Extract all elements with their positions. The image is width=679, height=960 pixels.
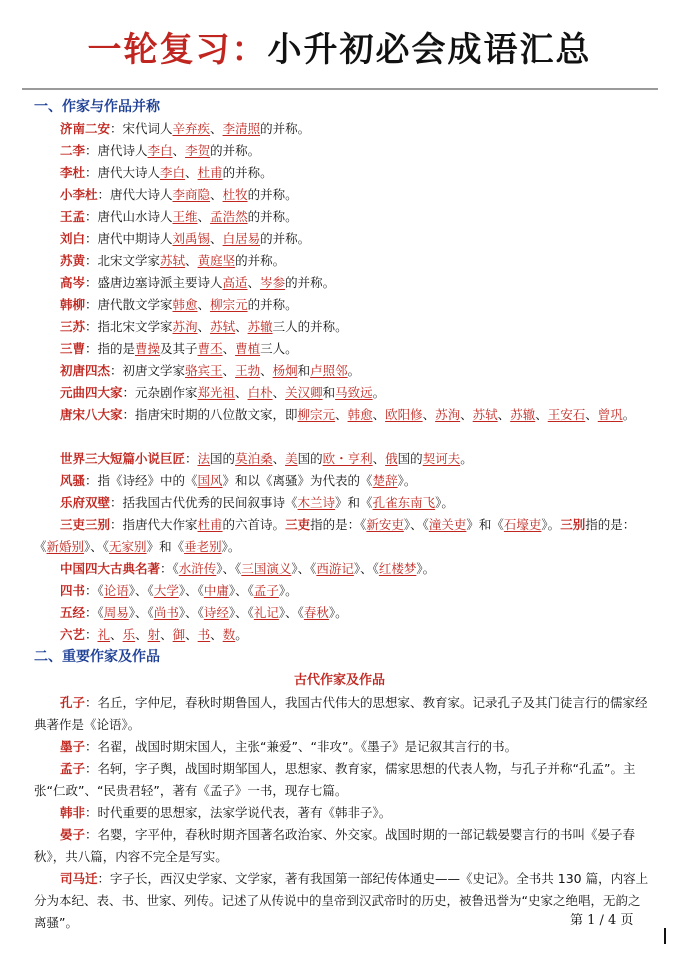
highlighted-name: 高适: [222, 275, 248, 290]
term-keyword: 三别: [560, 517, 586, 532]
text-segment: 指的是：《: [34, 517, 636, 554]
text-segment: ：唐代大诗人: [97, 187, 173, 202]
text-segment: 、: [197, 297, 211, 312]
text-segment: 、: [222, 363, 236, 378]
text-segment: 指的是：《: [310, 517, 367, 532]
section-heading-2: 二、重要作家及作品: [34, 649, 160, 665]
term-keyword: 小李杜: [60, 187, 98, 202]
highlighted-name: 曾巩: [597, 407, 623, 422]
text-segment: 、: [335, 407, 348, 422]
text-segment: 》。: [328, 605, 348, 620]
term-keyword: 风骚: [60, 473, 86, 488]
highlighted-name: 骆宾王: [185, 363, 223, 378]
text-segment: 、: [535, 407, 548, 422]
text-segment: 》、《: [128, 583, 154, 598]
highlighted-name: 黄庭坚: [197, 253, 236, 268]
text-segment: ：唐代诗人: [85, 143, 148, 158]
text-segment: ：指北宋文学家: [85, 319, 173, 334]
highlighted-name: 苏轼: [472, 407, 498, 422]
highlighted-name: 杨炯: [272, 363, 298, 378]
title-divider: [22, 88, 658, 90]
text-segment: 、: [422, 407, 436, 422]
highlighted-name: 诗经: [203, 605, 229, 620]
text-segment: 》。: [541, 517, 561, 532]
text-segment: 及其子: [160, 341, 198, 356]
text-segment: 》。: [397, 473, 417, 488]
text-segment: 、: [197, 319, 211, 334]
text-segment: ：指唐代大作家: [110, 517, 198, 532]
list-item: [60, 492, 454, 514]
highlighted-name: 御: [172, 627, 186, 642]
highlighted-name: 岑参: [260, 275, 286, 290]
highlighted-name: 苏轼: [160, 253, 186, 268]
text-segment: ：宋代词人: [110, 121, 173, 136]
highlighted-name: 射: [147, 627, 161, 642]
term-keyword: 韩非: [60, 805, 86, 820]
highlighted-name: 李商隐: [172, 187, 211, 202]
highlighted-name: 杜牧: [222, 187, 248, 202]
text-segment: 》。: [278, 583, 298, 598]
highlighted-name: 辛弃疾: [172, 121, 211, 136]
text-segment: ：指唐宋时期的八位散文家，即: [122, 407, 298, 422]
title-black-part: 小升初必会成语汇总: [267, 30, 592, 70]
term-keyword: 孟子: [60, 761, 86, 776]
highlighted-name: 韩愈: [172, 297, 198, 312]
text-segment: ：唐代山水诗人: [85, 209, 173, 224]
list-item: [60, 602, 348, 624]
highlighted-name: 楚辞: [372, 473, 398, 488]
text-segment: 、: [272, 451, 286, 466]
list-item: [60, 184, 298, 206]
term-keyword: 司马迁: [60, 871, 98, 886]
text-segment: 和: [322, 385, 336, 400]
text-segment: 的并称。: [247, 209, 298, 224]
term-keyword: 晏子: [60, 827, 86, 842]
highlighted-name: 苏辙: [510, 407, 536, 422]
list-item: [60, 162, 273, 184]
highlighted-name: 春秋: [303, 605, 329, 620]
list-item: [60, 382, 385, 404]
highlighted-name: 欧阳修: [385, 407, 423, 422]
text-segment: ：括我国古代优秀的民间叙事诗《: [110, 495, 298, 510]
text-segment: 、: [210, 627, 223, 642]
text-segment: 》、《: [178, 583, 204, 598]
highlighted-name: 苏轼: [210, 319, 236, 334]
highlighted-name: 韩愈: [347, 407, 373, 422]
text-segment: 、: [210, 187, 223, 202]
text-segment: 》、《: [278, 605, 304, 620]
text-segment: ：初唐文学家: [110, 363, 186, 378]
text-segment: 。: [622, 407, 636, 422]
text-segment: 》。: [416, 561, 436, 576]
text-segment: 、: [247, 275, 261, 290]
highlighted-name: 西游记: [316, 561, 354, 576]
highlighted-name: 孟浩然: [210, 209, 248, 224]
highlighted-name: 关汉卿: [285, 385, 323, 400]
term-keyword: 刘白: [60, 231, 86, 246]
text-segment: ：名婴，字平仲，春秋时期齐国著名政治家、外交家。战国时期的一部记载晏婴言行的书叫《晏子春秋》，共八篇，内容不完全是写实。: [34, 827, 636, 864]
text-segment: ：: [85, 627, 98, 642]
highlighted-name: 王维: [172, 209, 198, 224]
title-red-part: 一轮复习：: [87, 30, 268, 70]
text-segment: 。: [235, 627, 248, 642]
highlighted-name: 李贺: [185, 143, 211, 158]
highlighted-name: 大学: [153, 583, 179, 598]
highlighted-name: 美: [285, 451, 298, 466]
text-segment: 三人。: [260, 341, 298, 356]
text-segment: 》、《: [84, 539, 110, 554]
term-keyword: 济南二安: [60, 121, 111, 136]
highlighted-name: 契诃夫: [422, 451, 461, 466]
text-segment: 、: [272, 385, 286, 400]
text-segment: 国的: [210, 451, 236, 466]
term-keyword: 二李: [60, 143, 86, 158]
text-segment: 。: [347, 363, 361, 378]
text-segment: 》、《: [228, 583, 254, 598]
highlighted-name: 石壕吏: [503, 517, 542, 532]
highlighted-name: 王勃: [235, 363, 261, 378]
text-segment: 的并称。: [235, 253, 286, 268]
term-keyword: 李杜: [60, 165, 86, 180]
term-keyword: 乐府双壁: [60, 495, 111, 510]
list-item: [60, 338, 298, 360]
text-segment: 、: [260, 363, 273, 378]
text-segment: 、: [497, 407, 511, 422]
term-keyword: 高岑: [60, 275, 86, 290]
term-keyword: 中国四大古典名著: [60, 561, 161, 576]
section-heading-1: 一、作家与作品并称: [34, 99, 160, 115]
author-entry: [34, 692, 650, 736]
text-segment: 》、《: [353, 561, 379, 576]
text-segment: 、: [185, 253, 198, 268]
highlighted-name: 刘禹锡: [172, 231, 211, 246]
text-segment: ：北宋文学家: [85, 253, 161, 268]
text-segment: 的并称。: [210, 143, 261, 158]
highlighted-name: 礼: [97, 627, 111, 642]
footer-bar: [664, 928, 666, 944]
highlighted-name: 垂老别: [184, 539, 222, 554]
text-segment: 、: [172, 143, 186, 158]
term-keyword: 孔子: [60, 695, 86, 710]
term-keyword: 六艺: [60, 627, 86, 642]
text-segment: ：名翟，战国时期宋国人，主张“兼爱”、“非攻”。《墨子》是记叙其言行的书。: [85, 739, 518, 754]
text-segment: 国的: [397, 451, 423, 466]
highlighted-name: 李清照: [222, 121, 261, 136]
text-segment: 》和《: [466, 517, 504, 532]
text-segment: 、: [110, 627, 123, 642]
highlighted-name: 水浒传: [178, 561, 217, 576]
text-segment: ：唐代大诗人: [85, 165, 161, 180]
text-segment: 三人的并称。: [272, 319, 348, 334]
term-keyword: 世界三大短篇小说巨匠: [60, 451, 186, 466]
text-segment: ：元杂剧作家: [122, 385, 198, 400]
text-segment: 、: [135, 627, 148, 642]
highlighted-name: 莫泊桑: [235, 451, 273, 466]
highlighted-name: 马致远: [335, 385, 373, 400]
highlighted-name: 柳宗元: [297, 407, 336, 422]
text-segment: ：《: [160, 561, 179, 576]
text-segment: 的并称。: [222, 165, 273, 180]
highlighted-name: 苏辙: [247, 319, 273, 334]
text-segment: 的并称。: [247, 187, 298, 202]
term-keyword: 四书: [60, 583, 86, 598]
text-segment: 的六首诗。: [222, 517, 286, 532]
highlighted-name: 白居易: [222, 231, 261, 246]
list-item: [60, 206, 298, 228]
page-title: [0, 30, 679, 70]
text-segment: 的并称。: [260, 231, 311, 246]
text-segment: 、: [210, 121, 223, 136]
highlighted-name: 白朴: [247, 385, 273, 400]
term-keyword: 初唐四杰: [60, 363, 111, 378]
highlighted-name: 无家别: [109, 539, 147, 554]
highlighted-name: 杜甫: [197, 517, 223, 532]
list-item: [60, 118, 310, 140]
highlighted-name: 乐: [122, 627, 136, 642]
term-keyword: 苏黄: [60, 253, 86, 268]
text-segment: ：指的是: [85, 341, 136, 356]
text-segment: 、: [235, 319, 248, 334]
highlighted-name: 中庸: [203, 583, 229, 598]
text-segment: 》、《: [291, 561, 317, 576]
subsection-heading: 古代作家及作品: [293, 673, 385, 688]
author-entry: [34, 758, 650, 802]
text-segment: 》、《: [216, 561, 242, 576]
text-segment: 》、《: [228, 605, 254, 620]
highlighted-name: 新安吏: [366, 517, 404, 532]
highlighted-name: 论语: [103, 583, 129, 598]
list-item: [60, 558, 435, 580]
highlighted-name: 曹操: [135, 341, 161, 356]
text-segment: 的并称。: [285, 275, 336, 290]
text-segment: 、: [235, 385, 248, 400]
list-item: [60, 140, 260, 162]
term-keyword: 三曹: [60, 341, 86, 356]
highlighted-name: 周易: [103, 605, 129, 620]
highlighted-name: 曹植: [235, 341, 261, 356]
term-keyword: 三吏三别: [60, 517, 111, 532]
text-segment: 》和《: [146, 539, 185, 554]
text-segment: 、: [197, 209, 211, 224]
list-item: [60, 272, 335, 294]
text-segment: 、: [185, 627, 198, 642]
highlighted-name: 孟子: [253, 583, 279, 598]
term-keyword: 墨子: [60, 739, 86, 754]
text-segment: 》、《: [178, 605, 204, 620]
text-segment: 。: [372, 385, 386, 400]
list-item: [60, 470, 416, 492]
text-segment: ：唐代中期诗人: [85, 231, 173, 246]
highlighted-name: 礼记: [253, 605, 279, 620]
list-item: [60, 228, 310, 250]
author-entry: [34, 824, 650, 868]
text-segment: 、: [372, 451, 386, 466]
text-segment: 、: [585, 407, 598, 422]
list-item: [60, 448, 473, 470]
highlighted-name: 俄: [385, 451, 398, 466]
term-keyword: 韩柳: [60, 297, 86, 312]
text-segment: 的并称。: [260, 121, 311, 136]
highlighted-name: 李白: [160, 165, 186, 180]
highlighted-name: 三国演义: [241, 561, 292, 576]
highlighted-name: 尚书: [153, 605, 179, 620]
highlighted-name: 新婚别: [46, 539, 85, 554]
text-segment: 、: [185, 165, 198, 180]
list-item: [60, 580, 298, 602]
text-segment: 》、《: [128, 605, 154, 620]
text-segment: 、: [372, 407, 386, 422]
text-segment: 。: [460, 451, 473, 466]
list-item: [34, 404, 650, 426]
highlighted-name: 书: [197, 627, 211, 642]
list-item: [60, 360, 360, 382]
highlighted-name: 孔雀东南飞: [372, 495, 436, 510]
page-number: 第 1 / 4 页: [570, 913, 634, 928]
highlighted-name: 郑光祖: [197, 385, 236, 400]
text-segment: 的并称。: [247, 297, 298, 312]
term-keyword: 唐宋八大家: [60, 407, 123, 422]
highlighted-name: 数: [222, 627, 236, 642]
text-segment: 、: [160, 627, 173, 642]
highlighted-name: 木兰诗: [297, 495, 336, 510]
term-keyword: 王孟: [60, 209, 86, 224]
list-item: [60, 294, 298, 316]
text-segment: ：盛唐边塞诗派主要诗人: [85, 275, 223, 290]
highlighted-name: 国风: [197, 473, 223, 488]
author-entry: [34, 736, 650, 758]
text-segment: 、: [210, 231, 223, 246]
highlighted-name: 王安石: [547, 407, 586, 422]
text-segment: 、: [222, 341, 236, 356]
term-keyword: 三吏: [285, 517, 311, 532]
list-item: [60, 316, 348, 338]
list-item: [60, 250, 285, 272]
text-segment: ：唐代散文学家: [85, 297, 173, 312]
text-segment: 、: [460, 407, 473, 422]
highlighted-name: 潼关吏: [428, 517, 467, 532]
author-entry: [34, 802, 650, 824]
text-segment: ：时代重要的思想家，法家学说代表，著有《韩非子》。: [85, 805, 392, 820]
text-segment: 国的: [297, 451, 323, 466]
text-segment: ：字子长，西汉史学家、文学家，著有我国第一部纪传体通史——《史记》。全书共 130 篇，内容上分为本纪、表、书、世家、列传。记述了从传说中的皇帝到汉武帝时的历史，被鲁迅誉为“史家之绝唱，无韵之离骚”。: [34, 871, 649, 930]
highlighted-name: 苏洵: [435, 407, 461, 422]
author-entry: [34, 868, 650, 934]
text-segment: ：指《诗经》中的《: [85, 473, 198, 488]
highlighted-name: 曹丕: [197, 341, 223, 356]
list-item: [34, 514, 650, 558]
text-segment: ：名轲，字子舆，战国时期邹国人，思想家、教育家，儒家思想的代表人物，与孔子并称“孔孟”。主张“仁政”、“民贵君轻”，著有《孟子》一书，现存七篇。: [34, 761, 636, 798]
text-segment: ：: [185, 451, 198, 466]
highlighted-name: 红楼梦: [378, 561, 417, 576]
term-keyword: 元曲四大家: [60, 385, 123, 400]
term-keyword: 五经: [60, 605, 86, 620]
highlighted-name: 卢照邻: [310, 363, 348, 378]
text-segment: 和: [297, 363, 311, 378]
highlighted-name: 苏洵: [172, 319, 198, 334]
text-segment: 》。: [435, 495, 454, 510]
term-keyword: 三苏: [60, 319, 86, 334]
highlighted-name: 欧・亨利: [322, 451, 373, 466]
text-segment: ：《: [85, 583, 104, 598]
text-segment: ：名丘，字仲尼，春秋时期鲁国人，我国古代伟大的思想家、教育家。记录孔子及其门徒言行的儒家经典著作是《论语》。: [34, 695, 648, 732]
text-segment: 》和《: [335, 495, 373, 510]
highlighted-name: 柳宗元: [210, 297, 248, 312]
text-segment: ：《: [85, 605, 104, 620]
highlighted-name: 法: [197, 451, 211, 466]
text-segment: 》和以《离骚》为代表的《: [222, 473, 373, 488]
text-segment: 》。: [221, 539, 241, 554]
list-item: [60, 624, 248, 646]
highlighted-name: 李白: [147, 143, 173, 158]
text-segment: 》、《: [403, 517, 429, 532]
highlighted-name: 杜甫: [197, 165, 223, 180]
